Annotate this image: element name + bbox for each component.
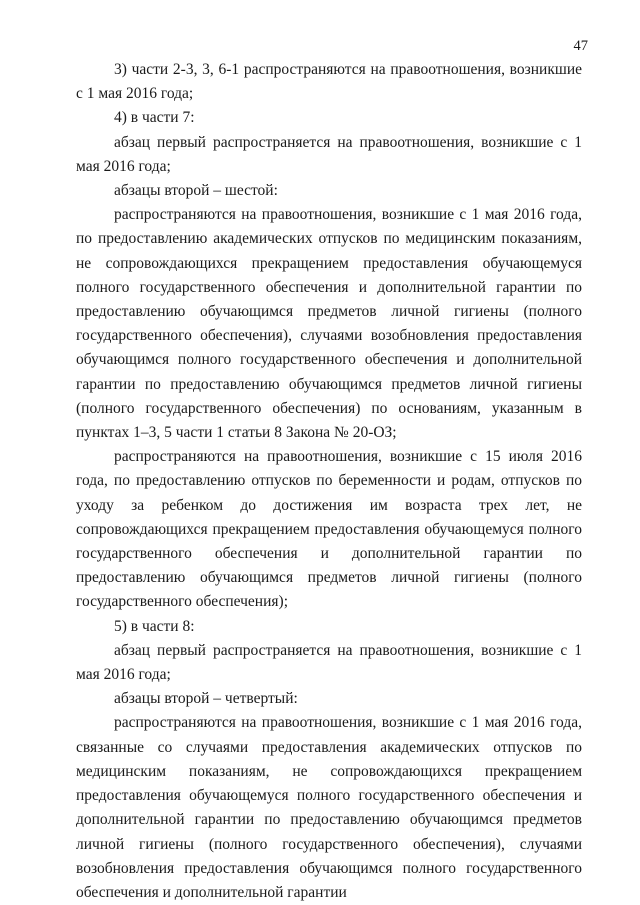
paragraph-academic-leave: распространяются на правоотношения, возникшие с 1 мая 2016 года, по предоставлению академических отпусков по медицинским показаниям, не сопровождающихся прекращением предоставления обучающемуся полного государственного обеспечения и дополнительной гарантии по предоставлению обучающимся предметов личной гигиены (полного государственного обеспечения), случаями возобновления предоставления обучающимся полного государственного обеспечения и дополнительной гарантии по предоставлению обучающимся предметов личной гигиены (полного государственного обеспечения) по основаниям, указанным в пунктах 1–3, 5 части 1 статьи 8 Закона № 20-ОЗ;: [76, 206, 582, 442]
paragraph-part8-second-fourth: абзацы второй – четвертый:: [114, 690, 298, 708]
paragraph-item-3: 3) части 2-3, 3, 6-1 распространяются на правоотношения, возникшие с 1 мая 2016 года;: [76, 61, 582, 103]
paragraph-part8-academic-leave: распространяются на правоотношения, возникшие с 1 мая 2016 года, связанные со случаями предоставления академических отпусков по медицинским показаниям, не сопровождающихся прекращением предоставления обучающемуся полного государственного обеспечения и дополнительной гарантии по предоставлению обучающимся предметов личной гигиены (полного государственного обеспечения), случаями возобновления предоставления обучающимся полного государственного обеспечения и дополнительной гарантии: [76, 714, 582, 901]
paragraph-part7-second-sixth: абзацы второй – шестой:: [114, 182, 278, 200]
paragraph-item-4: 4) в части 7:: [114, 109, 195, 127]
paragraph-maternity-leave: распространяются на правоотношения, возникшие с 15 июля 2016 года, по предоставлению отпусков по беременности и родам, отпусков по уходу за ребенком до достижения им возраста трех лет, не сопровождающихся прекращением предоставления обучающемуся полного государственного обеспечения и дополнительной гарантии по предоставлению обучающимся предметов личной гигиены (полного государственного обеспечения);: [76, 448, 582, 611]
page-number: 47: [573, 38, 588, 54]
paragraph-part7-first: абзац первый распространяется на правоотношения, возникшие с 1 мая 2016 года;: [76, 133, 582, 175]
paragraph-part8-first: абзац первый распространяется на правоотношения, возникшие с 1 мая 2016 года;: [76, 641, 582, 684]
paragraph-item-5: 5) в части 8:: [114, 617, 195, 635]
document-body: [76, 58, 582, 905]
